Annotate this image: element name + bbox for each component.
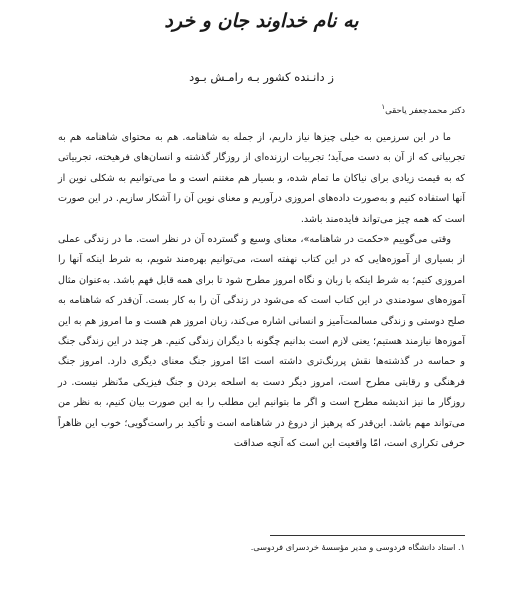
paragraph-2: وقتی می‌گوییم «حکمت در شاهنامه»، معنای وسیع و گسترده آن در نظر است. ما در زندگی عملی از بسیاری از آموزه‌هایی که در این کتاب نهفته است، می‌توانیم بهره‌مند شویم، به شرط اینکه آنها را امروزی کنیم؛ به شرط اینکه با زبان و نگاه امروز مطرح شود تا برای همه قابل فهم باشد. به‌عنوان مثال آموزه‌های سودمندی در این کتاب است که می‌شود در زندگی آن را به کار بست. آن‌قدر که شاهنامه به صلح دوستی و زندگی مسالمت‌آمیز و انسانی اشاره می‌کند، زبان امروز هم هست و ما امروز هم به این آموزه‌ها نیازمند هستیم؛ یعنی لازم است بدانیم چگونه با دیگران زندگی کنیم. هر چند در این زندگی جنگ و حماسه در گذشته‌ها نقش پررنگ‌تری داشته است امّا امروز جنگ معنای دیگری دارد. امروز جنگ فرهنگی و رقابتی مطرح است، امروز دیگر دست به اسلحه بردن و جنگ فیزیکی مدّنظر نیست. در روزگار ما نیز اندیشه مطرح است و اگر ما بتوانیم این مطلب را به این صورت بیان کنیم، به نظر من می‌تواند مهم باشد. این‌قدر که پرهیز از دروغ در شاهنامه است و تأکید بر راست‌گویی؛ خوب این ظاهراً حرفی تکراری است، امّا واقعیت این است که آنچه صداقت [58, 234, 465, 450]
author-name: دکتر محمدجعفر یاحقی [385, 105, 465, 116]
author-footnote-marker: ۱ [381, 103, 386, 111]
paragraph-1: ما در این سرزمین به خیلی چیزها نیاز داریم، از جمله به شاهنامه. هم به محتوای شاهنامه هم به تجربیاتی که از آن به دست می‌آید؛ تجربیات ارزنده‌ای از روزگار گذشته و انسان‌های فرهیخته، تجربیاتی که به قیمت زیادی برای نیاکان ما تمام شده، و بسیار هم مغتنم است و ما می‌توانیم به شکلی نوین از آنها استفاده کنیم و به‌صورت داده‌های امروزی درآوریم و معنای نوین آن را آشکار سازیم. در این صورت است که همه چیز می‌تواند فایده‌مند باشد. [58, 132, 465, 225]
body-text [58, 128, 465, 455]
document-heading: به نام خداوند جان و خرد [164, 10, 359, 32]
document-subheading: ز دانـنده کشور بـه رامـش بـود [189, 70, 334, 84]
author-line [381, 103, 465, 116]
footnote-divider [270, 535, 465, 536]
footnote: ۱. استاد دانشگاه فردوسی و مدیر مؤسسهٔ خردسرای فردوسی. [250, 542, 465, 552]
